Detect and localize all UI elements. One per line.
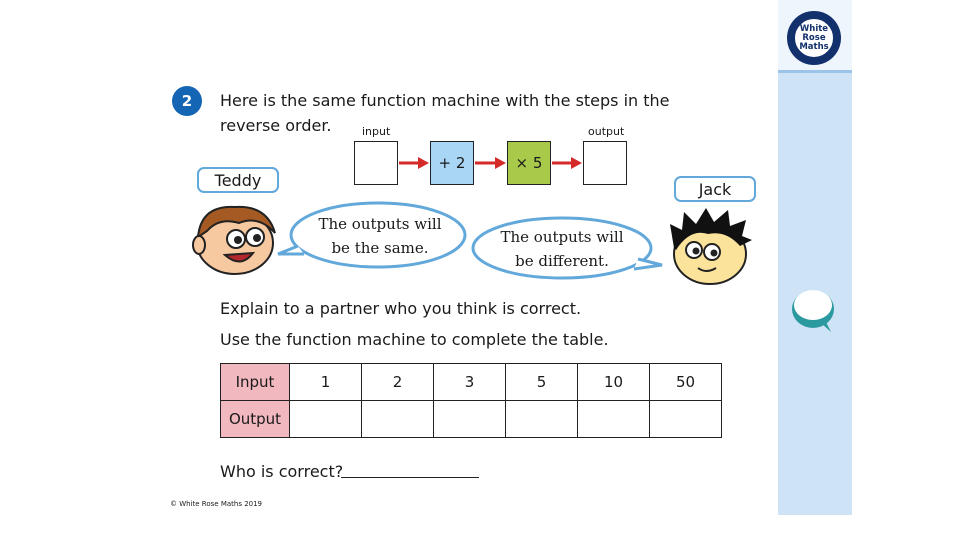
input-cell: 1	[290, 364, 362, 401]
arrow-right-icon	[551, 155, 583, 171]
multiply-five-box: × 5	[507, 141, 551, 185]
input-cell: 5	[506, 364, 578, 401]
jack-speech-text	[482, 225, 642, 273]
teddy-name-tag: Teddy	[197, 167, 279, 193]
output-cell[interactable]	[650, 401, 722, 438]
input-cell: 2	[362, 364, 434, 401]
teddy-face-icon	[189, 197, 281, 277]
output-box[interactable]	[583, 141, 627, 185]
question-number: 2	[172, 86, 202, 116]
input-box[interactable]	[354, 141, 398, 185]
teddy-speech-text	[300, 212, 460, 260]
jack-name-tag: Jack	[674, 176, 756, 202]
question-text-line-2: reverse order.	[220, 116, 332, 135]
output-header: Output	[221, 401, 290, 438]
output-row	[221, 401, 722, 438]
teddy-speech-line-2: be the same.	[331, 239, 429, 257]
answer-line[interactable]	[341, 477, 479, 478]
output-cell[interactable]	[434, 401, 506, 438]
output-cell[interactable]	[362, 401, 434, 438]
logo-line-3: Maths	[799, 41, 829, 52]
white-rose-maths-logo	[792, 16, 836, 60]
jack-face-icon	[666, 206, 756, 286]
jack-speech-line-2: be different.	[515, 252, 609, 270]
logo-line-2: Rose	[802, 32, 826, 43]
logo-line-1: White	[799, 23, 829, 34]
input-row	[221, 364, 722, 401]
who-is-correct-prompt: Who is correct?	[220, 462, 344, 481]
teddy-speech-line-1: The outputs will	[318, 215, 442, 233]
input-cell: 50	[650, 364, 722, 401]
instruction-explain: Explain to a partner who you think is correct.	[220, 299, 582, 318]
discuss-speech-bubble-icon[interactable]	[791, 287, 837, 335]
arrow-right-icon	[474, 155, 507, 171]
instruction-complete-table: Use the function machine to complete the table.	[220, 330, 609, 349]
output-cell[interactable]	[290, 401, 362, 438]
output-cell[interactable]	[506, 401, 578, 438]
input-header: Input	[221, 364, 290, 401]
right-sidebar	[778, 0, 852, 515]
copyright-notice: © White Rose Maths 2019	[170, 500, 263, 508]
function-table	[220, 363, 722, 438]
output-label: output	[588, 125, 625, 138]
input-label: input	[362, 125, 391, 138]
output-cell[interactable]	[578, 401, 650, 438]
jack-speech-line-1: The outputs will	[500, 228, 624, 246]
input-cell: 10	[578, 364, 650, 401]
input-cell: 3	[434, 364, 506, 401]
add-two-box: + 2	[430, 141, 474, 185]
question-text-line-1: Here is the same function machine with the steps in the	[220, 91, 670, 110]
arrow-right-icon	[398, 155, 430, 171]
